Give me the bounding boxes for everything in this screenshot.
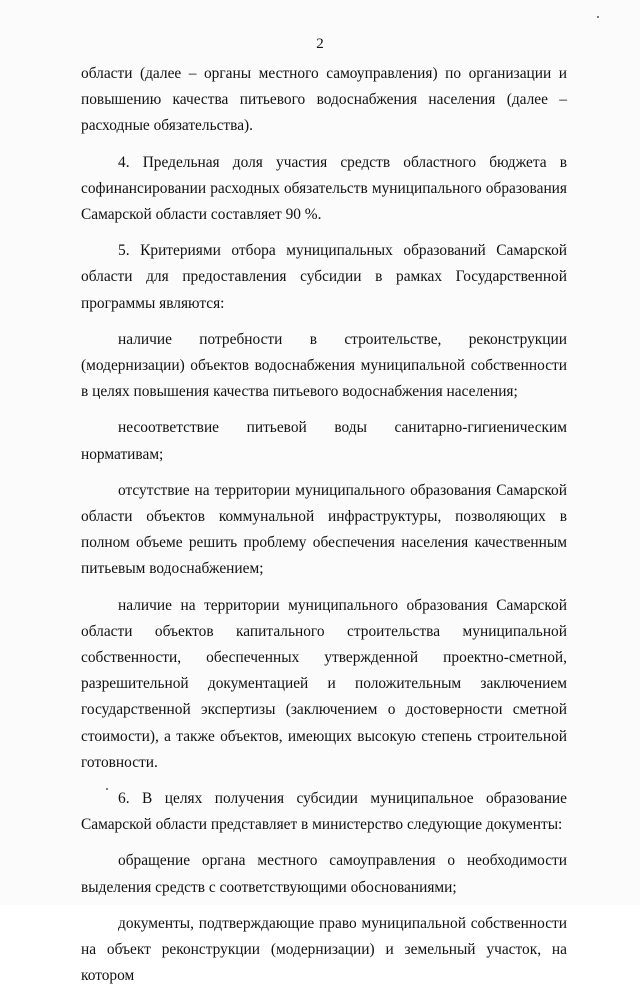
scan-speck bbox=[106, 788, 108, 790]
paragraph-item-4: 4. Предельная доля участия средств областного бюджета в софинансировании расходных обязательств муниципального образования Самарской области составляет 90 %. bbox=[81, 153, 567, 224]
criterion-no-infrastructure: отсутствие на территории муниципального образования Самарской области объектов коммунальной инфраструктуры, позволяющих в полном объеме решить проблему обеспечения населения качественным питьевым водоснабжением; bbox=[81, 481, 567, 578]
criterion-capital-construction: наличие на территории муниципального образования Самарской области объектов капитального строительства муниципальной собственности, обеспеченных утвержденной проектно-сметной, разрешительной документацией и положительным заключением государственной экспертизы (заключением о достоверности сметной стоимости), а также объектов, имеющих высокую степень строительной готовности. bbox=[81, 596, 567, 771]
paragraph-item-5: 5. Критериями отбора муниципальных образований Самарской области для предоставления субсидии в рамках Государственной программы являются: bbox=[81, 242, 567, 312]
document-body bbox=[81, 61, 567, 990]
page-number: 2 bbox=[316, 36, 324, 52]
criterion-water-nonconformity: несоответствие питьевой воды санитарно-гигиеническим нормативам; bbox=[81, 419, 567, 463]
scan-speck bbox=[597, 16, 599, 18]
criterion-need-construction: наличие потребности в строительстве, реконструкции (модернизации) объектов водоснабжения муниципальной собственности в целях повышения качества питьевого водоснабжения населения; bbox=[81, 330, 567, 401]
paragraph-item-6: 6. В целях получения субсидии муниципальное образование Самарской области представляет в министерство следующие документы: bbox=[81, 790, 567, 834]
document-request-appeal: обращение органа местного самоуправления о необходимости выделения средств с соответствующими обоснованиями; bbox=[81, 852, 567, 896]
document-ownership-proof: документы, подтверждающие право муниципальной собственности на объект реконструкции (модернизации) и земельный участок, на котором bbox=[81, 914, 567, 985]
paragraph-continuation: области (далее – органы местного самоуправления) по организации и повышению качества питьевого водоснабжения населения (далее – расходные обязательства). bbox=[81, 65, 567, 135]
